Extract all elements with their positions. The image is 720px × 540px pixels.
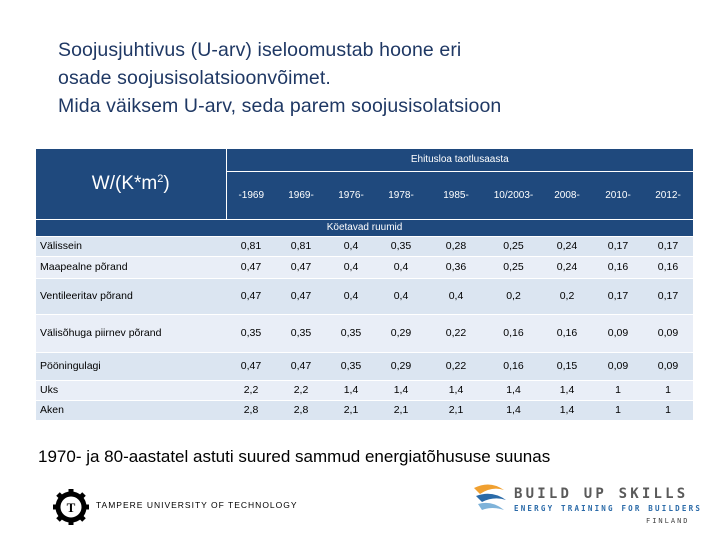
- unit-header: [36, 149, 226, 219]
- u-value-cell: 0,24: [541, 256, 593, 278]
- u-value-cell: 0,16: [643, 256, 693, 278]
- u-value-cell: 0,4: [376, 256, 426, 278]
- u-value-cell: 1,4: [486, 400, 541, 420]
- u-value-cell: 0,09: [643, 314, 693, 352]
- title-line-2: osade soojusisolatsioonvõimet.: [58, 67, 331, 89]
- build-up-skills-title: BUILD UP SKILLS: [514, 486, 689, 502]
- u-value-cell: 2,2: [276, 380, 326, 400]
- u-value-cell: 1,4: [541, 400, 593, 420]
- u-value-cell: 2,8: [276, 400, 326, 420]
- u-value-cell: 0,22: [426, 314, 486, 352]
- row-label: Ventileeritav põrand: [36, 278, 226, 314]
- period-header: 1978-: [388, 189, 414, 201]
- title-line-3: Mida väiksem U-arv, seda parem soojusisolatsioon: [58, 95, 502, 117]
- u-value-cell: 0,4: [326, 278, 376, 314]
- u-value-cell: 0,16: [593, 256, 643, 278]
- period-header: 2010-: [605, 189, 631, 201]
- u-value-cell: 0,35: [326, 314, 376, 352]
- u-value-cell: 0,47: [226, 352, 276, 380]
- u-value-cell: 2,2: [226, 380, 276, 400]
- u-value-cell: 0,35: [226, 314, 276, 352]
- table-row: [36, 256, 693, 278]
- caption: 1970- ja 80-aastatel astuti suured sammud energiatõhususe suunas: [38, 447, 551, 466]
- subheader: Köetavad ruumid: [36, 219, 693, 236]
- table-row: [36, 278, 693, 314]
- unit-prefix: W/(K*m: [91, 172, 158, 194]
- u-value-cell: 1,4: [541, 380, 593, 400]
- u-value-cell: 1: [593, 380, 643, 400]
- u-value-cell: 0,4: [426, 278, 486, 314]
- u-value-cell: 0,17: [593, 278, 643, 314]
- period-header: 2008-: [554, 189, 580, 201]
- table-row: [36, 236, 693, 256]
- u-value-cell: 0,16: [486, 352, 541, 380]
- u-value-table: [36, 149, 693, 420]
- u-value-cell: 0,47: [226, 278, 276, 314]
- build-up-skills-subtitle: ENERGY TRAINING FOR BUILDERS: [514, 504, 703, 513]
- table-row: [36, 314, 693, 352]
- period-header: 1976-: [338, 189, 364, 201]
- period-header: 2012-: [655, 189, 681, 201]
- u-value-cell: 0,17: [643, 278, 693, 314]
- u-value-cell: 0,35: [326, 352, 376, 380]
- tut-logo-text: TAMPERE UNIVERSITY OF TECHNOLOGY: [96, 500, 298, 510]
- u-value-cell: 1,4: [326, 380, 376, 400]
- title-line-1: Soojusjuhtivus (U-arv) iseloomustab hoone eri: [58, 39, 462, 61]
- u-value-cell: 0,22: [426, 352, 486, 380]
- u-value-cell: 0,4: [326, 256, 376, 278]
- period-header: 1985-: [443, 189, 469, 201]
- u-value-cell: 0,17: [593, 236, 643, 256]
- build-up-skills-country: FINLAND: [646, 517, 690, 525]
- u-value-cell: 0,16: [541, 314, 593, 352]
- u-value-cell: 0,81: [276, 236, 326, 256]
- row-label: Pööningulagi: [36, 352, 226, 380]
- u-value-cell: 0,35: [276, 314, 326, 352]
- u-value-cell: 0,29: [376, 314, 426, 352]
- u-value-cell: 0,25: [486, 236, 541, 256]
- slide-title: [58, 36, 698, 120]
- u-value-cell: 1,4: [376, 380, 426, 400]
- unit-exponent: 2: [157, 172, 164, 185]
- u-value-cell: 1: [643, 380, 693, 400]
- table-row: [36, 352, 693, 380]
- table-row: [36, 400, 693, 420]
- table-row: [36, 380, 693, 400]
- u-value-cell: 1,4: [486, 380, 541, 400]
- row-label: Välissein: [36, 236, 226, 256]
- u-value-cell: 0,35: [376, 236, 426, 256]
- u-value-cell: 0,24: [541, 236, 593, 256]
- u-value-cell: 0,25: [486, 256, 541, 278]
- u-value-cell: 0,29: [376, 352, 426, 380]
- row-label: Aken: [36, 400, 226, 420]
- u-value-cell: 0,47: [226, 256, 276, 278]
- u-value-cell: 2,8: [226, 400, 276, 420]
- u-value-cell: 0,28: [426, 236, 486, 256]
- row-label: Uks: [36, 380, 226, 400]
- u-value-cell: 1: [643, 400, 693, 420]
- u-value-cell: 0,47: [276, 256, 326, 278]
- u-value-cell: 0,09: [643, 352, 693, 380]
- u-value-cell: 1: [593, 400, 643, 420]
- tampere-university-logo-icon: [51, 487, 91, 527]
- u-value-cell: 2,1: [376, 400, 426, 420]
- period-header: 1969-: [288, 189, 314, 201]
- u-value-cell: 0,2: [486, 278, 541, 314]
- u-value-cell: 0,36: [426, 256, 486, 278]
- table-body: [36, 236, 693, 420]
- u-value-cell: 0,09: [593, 314, 643, 352]
- u-value-cell: 0,16: [486, 314, 541, 352]
- u-value-cell: 0,47: [276, 278, 326, 314]
- row-label: Maapealne põrand: [36, 256, 226, 278]
- u-value-cell: 0,15: [541, 352, 593, 380]
- u-value-cell: 0,47: [276, 352, 326, 380]
- u-value-cell: 1,4: [426, 380, 486, 400]
- svg-text:T: T: [66, 500, 76, 515]
- build-up-skills-logo-icon: [470, 480, 510, 516]
- row-label: Välisõhuga piirnev põrand: [36, 314, 226, 352]
- u-value-cell: 0,2: [541, 278, 593, 314]
- unit-suffix: ): [163, 172, 170, 194]
- u-value-cell: 0,4: [376, 278, 426, 314]
- group-header: Ehitusloa taotlusaasta: [226, 149, 693, 171]
- u-value-cell: 0,4: [326, 236, 376, 256]
- u-value-cell: 0,09: [593, 352, 643, 380]
- u-value-cell: 0,17: [643, 236, 693, 256]
- u-value-cell: 2,1: [326, 400, 376, 420]
- period-header: 10/2003-: [493, 189, 534, 201]
- u-value-cell: 2,1: [426, 400, 486, 420]
- period-header: -1969: [238, 189, 265, 201]
- u-value-cell: 0,81: [226, 236, 276, 256]
